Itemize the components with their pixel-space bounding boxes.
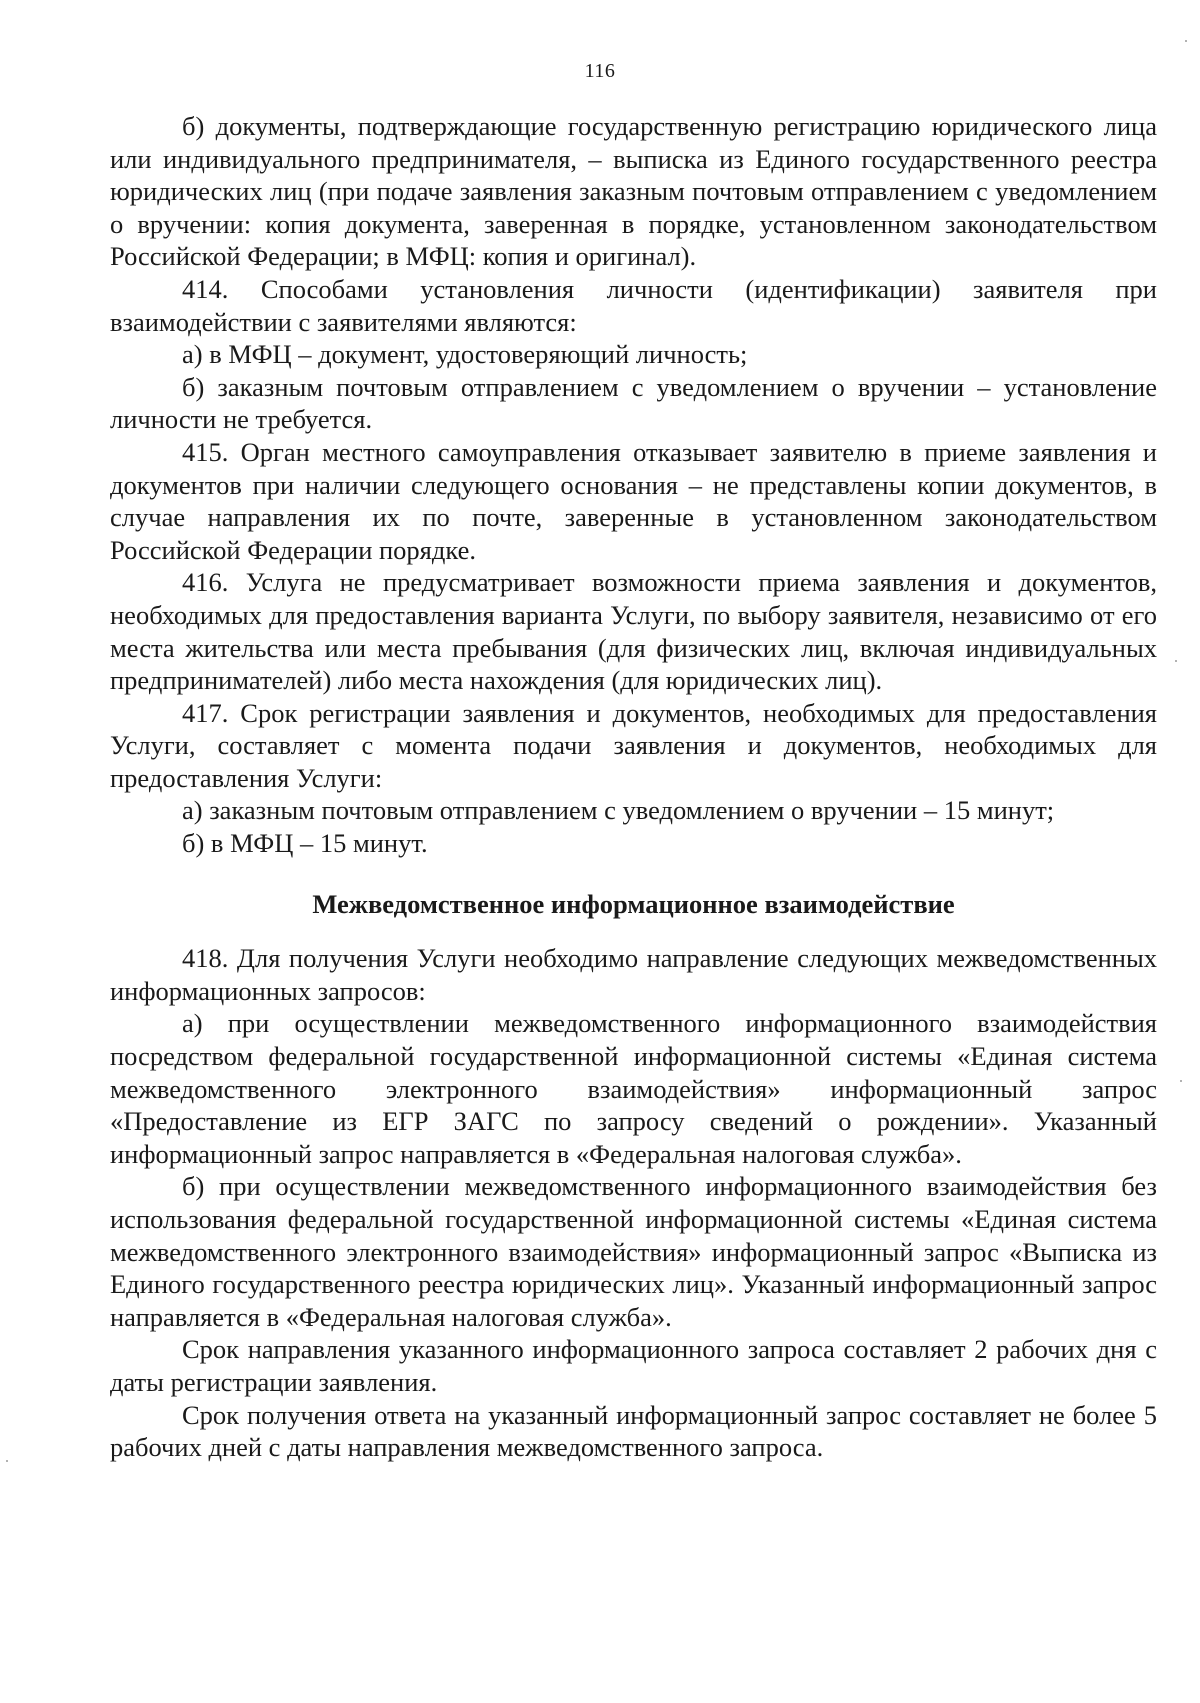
paragraph-414-b: б) заказным почтовым отправлением с уведомлением о вручении – установление личности не требуется. [110,371,1157,435]
paragraph-418-b: б) при осуществлении межведомственного информационного взаимодействия без использования федеральной государственной информационной системы «Единая система межведомственного электронного взаимодействия» информационный запрос «Выписка из Единого государственного реестра юридических лиц». Указанный информационный запрос направляется в «Федеральная налоговая служба». [110,1171,1157,1332]
page-number: 116 [584,60,616,82]
paragraph-417: 417. Срок регистрации заявления и документов, необходимых для предоставления Услуги, составляет с момента подачи заявления и документов, необходимых для предоставления Услуги: [110,697,1157,793]
scan-speck [1185,40,1187,42]
section-heading: Межведомственное информационное взаимодействие [312,888,955,919]
paragraph-418-a: а) при осуществлении межведомственного информационного взаимодействия посредством федеральной государственной информационной системы «Единая система межведомственного электронного взаимодействия» информационный запрос «Предоставление из ЕГР ЗАГС по запросу сведений о рождении». Указанный информационный запрос направляется в «Федеральная налоговая служба». [110,1008,1157,1169]
scan-speck [1180,1080,1182,1082]
paragraph-415: 415. Орган местного самоуправления отказывает заявителю в приеме заявления и документов при наличии следующего основания – не представлены копии документов, в случае направления их по почте, заверенные в установленном законодательством Российской Федерации порядке. [110,436,1157,565]
paragraph-418: 418. Для получения Услуги необходимо направление следующих межведомственных информационных запросов: [110,943,1157,1006]
scan-speck [6,1460,8,1462]
paragraph-request-deadline: Срок направления указанного информационного запроса составляет 2 рабочих дня с даты регистрации заявления. [110,1334,1157,1397]
paragraph-414: 414. Способами установления личности (идентификации) заявителя при взаимодействии с заявителями являются: [110,273,1157,337]
scan-speck [1175,660,1177,662]
paragraph-416: 416. Услуга не предусматривает возможности приема заявления и документов, необходимых для предоставления варианта Услуги, по выбору заявителя, независимо от его места жительства или места пребывания (для физических лиц, включая индивидуальных предпринимателей) либо места нахождения (для юридических лиц). [110,567,1157,696]
paragraph-response-deadline: Срок получения ответа на указанный информационный запрос составляет не более 5 рабочих дней с даты направления межведомственного запроса. [110,1399,1157,1463]
spacer [110,920,1157,942]
spacer [110,860,1157,888]
paragraph-417-a: а) заказным почтовым отправлением с уведомлением о вручении – 15 минут; [182,795,1055,826]
paragraph-b-documents: б) документы, подтверждающие государственную регистрацию юридического лица или индивидуального предпринимателя, – выписка из Единого государственного реестра юридических лиц (при подаче заявления заказным почтовым отправлением с уведомлением о вручении: копия документа, заверенная в порядке, установленном законодательством Российской Федерации; в МФЦ: копия и оригинал). [110,111,1157,272]
paragraph-417-b: б) в МФЦ – 15 минут. [182,828,428,859]
paragraph-414-a: а) в МФЦ – документ, удостоверяющий личность; [182,339,748,370]
document-body [110,110,1157,1464]
